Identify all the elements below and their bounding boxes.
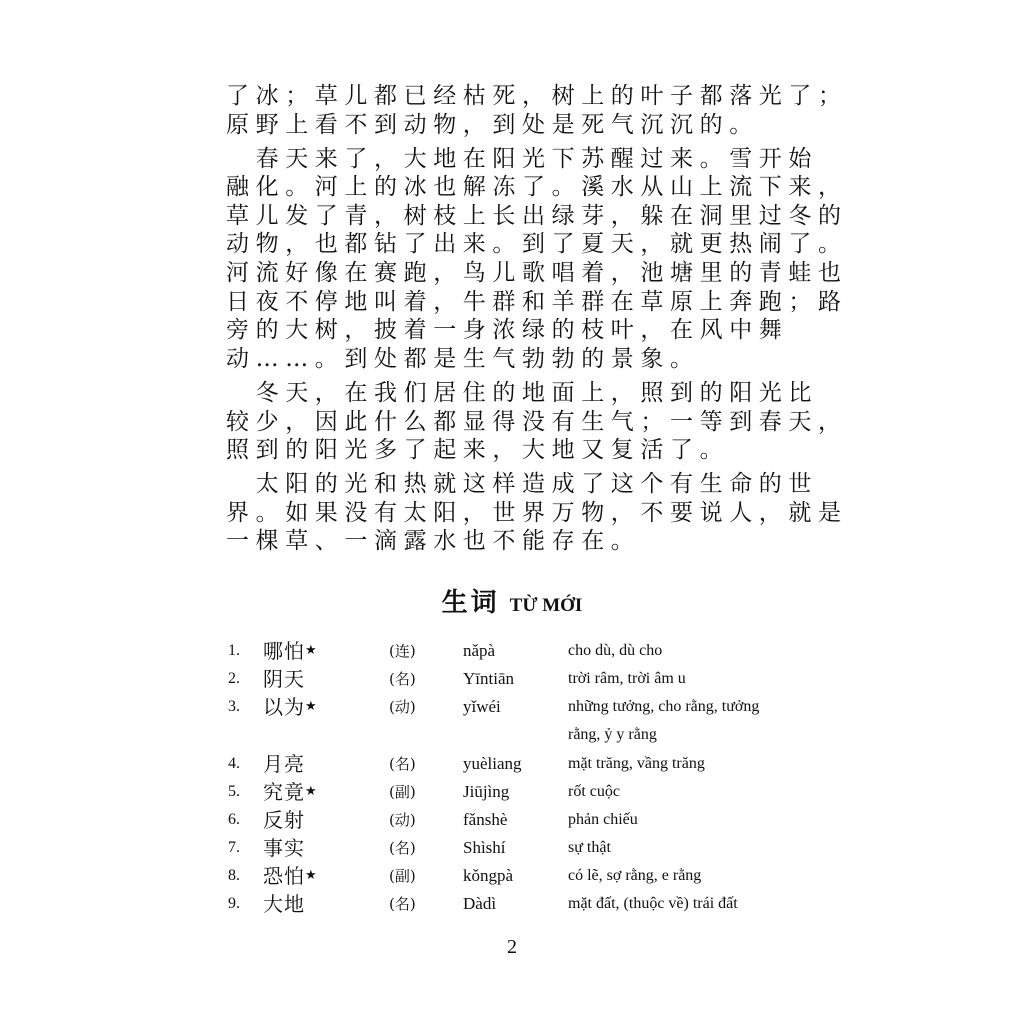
passage-line: 草儿发了青，树枝上长出绿芽，躲在洞里过冬的 — [226, 202, 848, 229]
vocab-row — [0, 750, 1024, 778]
passage-line: 融化。河上的冰也解冻了。溪水从山上流下来， — [226, 174, 848, 201]
vocab-pinyin: yuèliang — [463, 754, 522, 773]
passage-line: 春天来了，大地在阳光下苏醒过来。雪开始 — [226, 145, 818, 172]
vocab-meaning — [568, 637, 662, 665]
passage-line: 动……。到处都是生气勃勃的景象。 — [226, 345, 700, 372]
vocab-word-text: 究竟 — [263, 780, 305, 804]
vocab-meaning — [568, 806, 638, 834]
vocab-word-text: 恐怕 — [263, 864, 305, 888]
vocab-meaning-line: trời râm, trời âm u — [568, 670, 686, 687]
vocab-pinyin: Jiūjìng — [463, 782, 510, 801]
passage-line: 冬天，在我们居住的地面上，照到的阳光比 — [226, 379, 818, 406]
vocab-word — [263, 693, 318, 721]
passage-line: 动物，也都钻了出来。到了夏天，就更热闹了。 — [226, 231, 848, 258]
vocab-meaning — [568, 778, 620, 806]
vocab-meaning-line: phản chiếu — [568, 811, 638, 828]
vocab-meaning — [568, 834, 611, 862]
passage-line: 照到的阳光多了起来，大地又复活了。 — [226, 437, 730, 464]
vocab-row — [0, 693, 1024, 743]
vocab-number: 2. — [228, 670, 240, 687]
vocab-part-of-speech: (动) — [389, 811, 416, 829]
vocab-part-of-speech: (名) — [389, 670, 416, 688]
vocab-word — [263, 862, 318, 890]
vocab-part-of-speech: (连) — [389, 642, 416, 660]
vocab-pinyin: Dàdì — [463, 894, 497, 913]
passage-line: 日夜不停地叫着，牛群和羊群在草原上奔跑；路 — [226, 288, 848, 315]
vocab-row — [0, 665, 1024, 693]
vocab-word — [263, 778, 318, 806]
vocab-number: 6. — [228, 811, 240, 828]
vocab-meaning — [568, 890, 738, 918]
vocab-row — [0, 637, 1024, 665]
vocab-pinyin: Yīntiān — [463, 669, 514, 688]
vocab-meaning — [568, 862, 701, 890]
vocab-part-of-speech: (名) — [389, 755, 416, 773]
star-icon: ★ — [305, 643, 318, 658]
vocab-heading-vietnamese: TỪ MỚI — [509, 595, 583, 616]
vocab-pinyin: Shìshí — [463, 838, 506, 857]
vocab-meaning-line: rốt cuộc — [568, 783, 620, 800]
vocab-number: 7. — [228, 839, 240, 856]
reading-passage — [226, 82, 848, 556]
vocab-row — [0, 778, 1024, 806]
passage-line: 了冰；草儿都已经枯死，树上的叶子都落光了； — [226, 83, 848, 109]
vocab-pinyin: yǐwéi — [463, 697, 501, 716]
vocab-word-text: 以为 — [263, 695, 305, 719]
vocab-meaning-line: sự thật — [568, 839, 611, 856]
vocab-number: 5. — [228, 783, 240, 800]
vocab-word-text: 月亮 — [263, 752, 305, 776]
vocab-number: 8. — [228, 867, 240, 884]
star-icon: ★ — [305, 868, 318, 883]
vocab-word — [263, 806, 305, 834]
vocab-word-text: 哪怕 — [263, 639, 305, 663]
vocab-word — [263, 750, 305, 778]
vocab-heading-chinese: 生词 — [441, 588, 500, 618]
vocab-meaning-line: có lẽ, sợ rằng, e rằng — [568, 867, 702, 884]
vocab-pinyin: kǒngpà — [463, 866, 514, 885]
vocab-meaning-line: những tưởng, cho rằng, tưởng — [568, 698, 760, 715]
vocab-number: 9. — [228, 895, 240, 912]
passage-line: 旁的大树，披着一身浓绿的枝叶，在风中舞 — [226, 317, 789, 344]
vocab-word — [263, 637, 318, 665]
page-number: 2 — [507, 936, 517, 958]
vocab-word-text: 反射 — [263, 808, 305, 832]
star-icon: ★ — [305, 784, 318, 799]
vocab-pinyin: nǎpà — [463, 641, 496, 660]
vocab-row — [0, 890, 1024, 918]
vocab-meaning — [568, 665, 686, 693]
vocab-part-of-speech: (副) — [389, 783, 416, 801]
vocab-number: 3. — [228, 698, 240, 715]
passage-line: 较少，因此什么都显得没有生气；一等到春天， — [226, 408, 848, 435]
vocab-word — [263, 834, 305, 862]
vocab-number: 4. — [228, 755, 240, 772]
vocab-meaning — [568, 693, 759, 749]
vocab-part-of-speech: (名) — [389, 895, 416, 913]
vocab-meaning — [568, 750, 705, 778]
vocab-number: 1. — [228, 642, 240, 659]
vocab-meaning-line: cho dù, dù cho — [568, 642, 663, 659]
vocab-part-of-speech: (名) — [389, 839, 416, 857]
passage-line: 原野上看不到动物，到处是死气沉沉的。 — [226, 111, 759, 138]
vocab-pinyin: fǎnshè — [463, 810, 508, 829]
vocab-part-of-speech: (副) — [389, 867, 416, 885]
vocab-heading — [0, 582, 1024, 619]
vocab-word-text: 阴天 — [263, 667, 305, 691]
vocab-word — [263, 665, 305, 693]
vocab-meaning-line: mặt trăng, vầng trăng — [568, 755, 705, 772]
vocab-row — [0, 806, 1024, 834]
vocab-row — [0, 862, 1024, 890]
vocab-part-of-speech: (动) — [389, 698, 416, 716]
vocab-meaning-line: rằng, ỷ y rằng — [568, 726, 657, 743]
star-icon: ★ — [305, 699, 318, 714]
passage-line: 界。如果没有太阳，世界万物，不要说人，就是 — [226, 499, 848, 526]
passage-line: 河流好像在赛跑，鸟儿歌唱着，池塘里的青蛙也 — [226, 260, 848, 287]
vocab-word-text: 大地 — [263, 892, 305, 916]
vocab-meaning-line: mặt đất, (thuộc về) trái đất — [568, 895, 738, 912]
vocab-row — [0, 834, 1024, 862]
vocab-word — [263, 890, 305, 918]
passage-line: 一棵草、一滴露水也不能存在。 — [226, 528, 641, 555]
vocab-word-text: 事实 — [263, 836, 305, 860]
passage-line: 太阳的光和热就这样造成了这个有生命的世 — [226, 471, 818, 498]
